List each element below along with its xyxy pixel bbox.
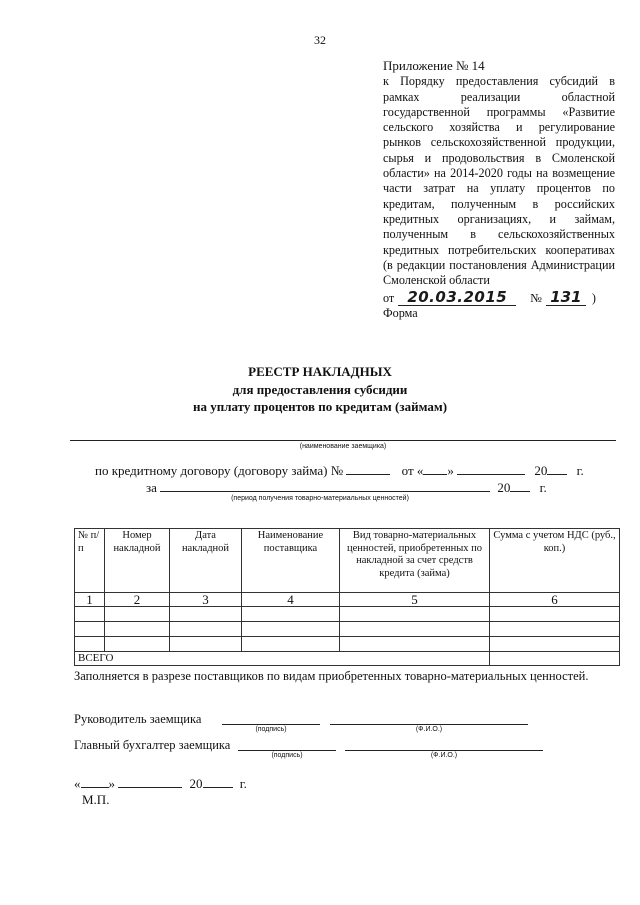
head-signature-line[interactable] [222, 724, 320, 725]
table-cell[interactable] [242, 607, 340, 622]
table-row [75, 637, 620, 652]
date-open-quote: « [74, 776, 81, 791]
loan-prefix: по кредитному договору (договору займа) № [95, 463, 344, 478]
table-cell[interactable] [75, 607, 105, 622]
paren-close: ) [591, 291, 596, 306]
period-caption: (период получения товарно-материальных ценностей) [231, 495, 409, 502]
col-header-amount: Сумма с учетом НДС (руб., коп.) [490, 529, 620, 593]
document-subtitle-1: для предоставления субсидии [232, 382, 408, 397]
form-label: Форма [383, 306, 418, 321]
table-cell[interactable] [75, 637, 105, 652]
col-header-supplier: Наименование поставщика [242, 529, 340, 593]
head-signature-label: Руководитель заемщика [74, 712, 202, 726]
table-cell[interactable] [105, 607, 170, 622]
appendix-title: Приложение № 14 [383, 58, 485, 73]
loan-from: от « [401, 463, 424, 478]
table-cell[interactable] [242, 637, 340, 652]
borrower-name-line[interactable] [70, 440, 616, 441]
table-cell[interactable] [170, 637, 242, 652]
period-line [146, 479, 547, 496]
registry-table [74, 528, 620, 666]
col-header-number: № п/п [75, 529, 105, 593]
loan-month-field[interactable] [457, 462, 525, 475]
table-cell[interactable] [340, 637, 490, 652]
loan-year-field[interactable] [547, 462, 567, 475]
total-amount-cell[interactable] [490, 652, 620, 666]
table-row [75, 607, 620, 622]
handwritten-number: 131 [546, 289, 586, 306]
col-number-4: 4 [242, 593, 340, 607]
table-header-row [75, 529, 620, 593]
table-cell[interactable] [340, 622, 490, 637]
loan-day-field[interactable] [423, 462, 447, 475]
col-number-6: 6 [490, 593, 620, 607]
col-header-invoice-number: Номер накладной [105, 529, 170, 593]
col-header-invoice-date: Дата накладной [170, 529, 242, 593]
loan-number-field[interactable] [346, 462, 390, 475]
date-close-quote: » [108, 776, 115, 791]
period-year-prefix: 20 [497, 480, 511, 495]
period-field[interactable] [160, 479, 490, 492]
col-number-2: 2 [105, 593, 170, 607]
table-cell[interactable] [170, 607, 242, 622]
col-header-goods-type: Вид товарно-материальных ценностей, приобретенных по накладной за счет средств кредита (займа) [340, 529, 490, 593]
signing-day-field[interactable] [81, 775, 109, 788]
date-prefix: от [383, 291, 395, 306]
table-row [75, 622, 620, 637]
document-title: РЕЕСТР НАКЛАДНЫХ [248, 364, 392, 379]
signing-month-field[interactable] [118, 775, 182, 788]
signing-date-line [74, 775, 247, 792]
period-year-suffix: г. [539, 480, 547, 495]
fill-instruction-note: Заполняется в разрезе поставщиков по видам приобретенных товарно-материальных ценностей. [74, 669, 589, 683]
table-cell[interactable] [170, 622, 242, 637]
accountant-name-line[interactable] [345, 750, 543, 751]
appendix-block [383, 58, 615, 322]
head-name-caption: (Ф.И.О.) [415, 726, 443, 733]
col-number-1: 1 [75, 593, 105, 607]
table-cell[interactable] [340, 607, 490, 622]
table-cell[interactable] [75, 622, 105, 637]
loan-year-suffix: г. [576, 463, 584, 478]
signing-year-prefix: 20 [189, 776, 203, 791]
document-subtitle-2: на уплату процентов по кредитам (займам) [192, 399, 448, 414]
stamp-label: М.П. [82, 792, 110, 807]
table-cell[interactable] [490, 607, 620, 622]
table-cell[interactable] [242, 622, 340, 637]
appendix-body: к Порядку предоставления субсидий в рамках реализации областной государственной программы «Развитие сельского хозяйства и регулирование рынков сельскохозяйственной продукции, сырья и продовольствия в Смоленской области» на 2014-2020 годы на возмещение части затрат на уплату процентов по кредитам, полученным в российских кредитных организациях, и займам, полученным в сельскохозяйственных кредитных потребительских кооперативах (в редакции постановления Администрации Смоленской области [383, 74, 615, 288]
loan-year-prefix: 20 [534, 463, 548, 478]
signing-year-field[interactable] [203, 775, 233, 788]
total-row [75, 652, 620, 666]
table-cell[interactable] [490, 622, 620, 637]
handwritten-date: 20.03.2015 [398, 289, 516, 306]
accountant-signature-label: Главный бухгалтер заемщика [74, 738, 231, 752]
appendix-date-line [383, 289, 615, 306]
page-number: 32 [314, 33, 326, 47]
period-prefix: за [146, 480, 157, 495]
col-number-5: 5 [340, 593, 490, 607]
table-cell[interactable] [490, 637, 620, 652]
loan-agreement-line [95, 462, 584, 479]
total-label: ВСЕГО [75, 652, 490, 666]
table-cell[interactable] [105, 622, 170, 637]
head-signature-caption: (подпись) [255, 726, 287, 733]
accountant-name-caption: (Ф.И.О.) [430, 752, 458, 759]
accountant-signature-caption: (подпись) [271, 752, 303, 759]
head-name-line[interactable] [330, 724, 528, 725]
loan-quote-close: » [447, 463, 454, 478]
number-label: № [530, 291, 542, 306]
table-cell[interactable] [105, 637, 170, 652]
accountant-signature-line[interactable] [238, 750, 336, 751]
col-number-3: 3 [170, 593, 242, 607]
period-year-field[interactable] [510, 479, 530, 492]
borrower-caption: (наименование заемщика) [299, 443, 387, 450]
signing-year-suffix: г. [239, 776, 247, 791]
column-number-row [75, 593, 620, 607]
